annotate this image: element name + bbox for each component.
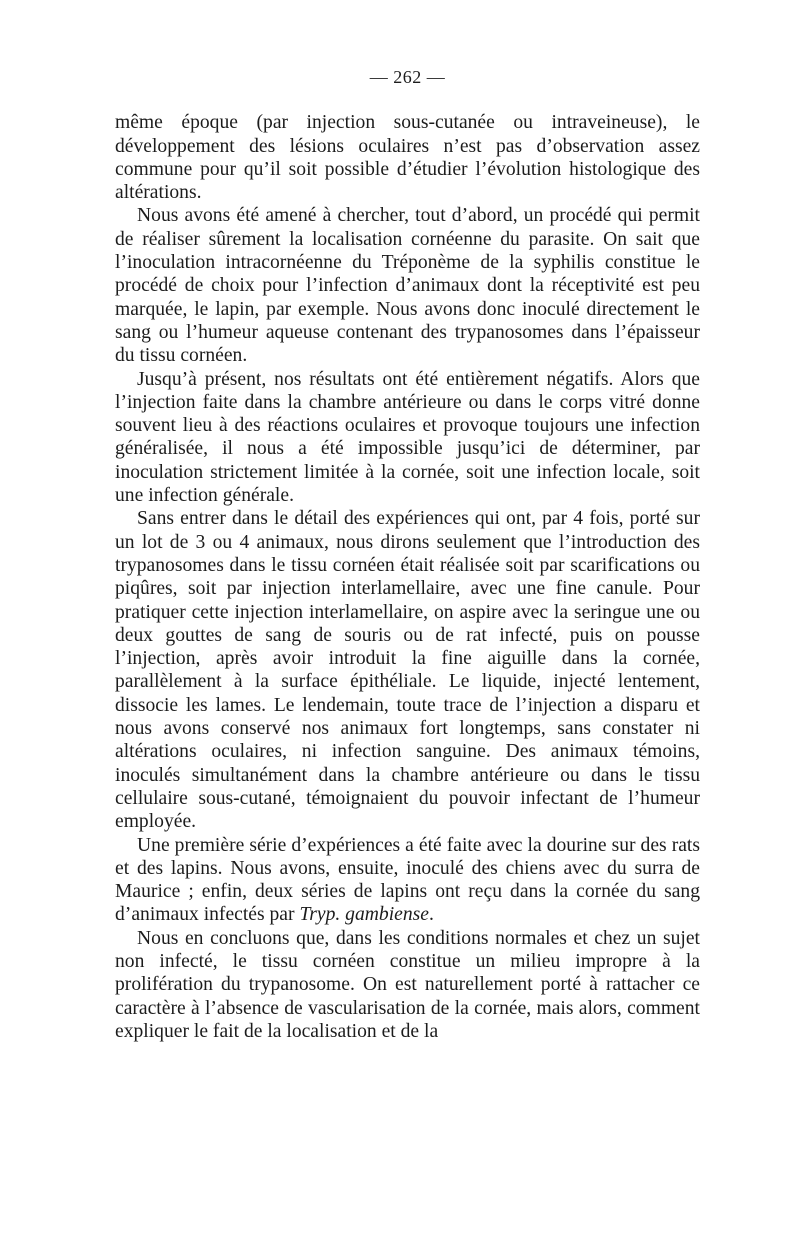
paragraph-5-end: . bbox=[428, 904, 434, 926]
paragraph-3: Jusqu’à présent, nos résultats ont été entièrement négatifs. Alors que l’injection faite dans la chambre antérieure ou dans le corps vitré donne souvent lieu à des réactions oculaires et provoque toujours une infection généralisée, il nous a été impossible jusqu’ici de déterminer, par inoculation strictement limitée à la cornée, soit une infection locale, soit une infection générale. bbox=[115, 368, 700, 507]
species-name: Tryp. gambiense bbox=[299, 904, 429, 926]
page-number: — 262 — bbox=[369, 67, 446, 87]
book-page bbox=[115, 66, 700, 1043]
paragraph-6: Nous en concluons que, dans les conditions normales et chez un sujet non infecté, le tissu cornéen constitue un milieu impropre à la prolifération du trypanosome. On est naturellement porté à rattacher ce caractère à l’absence de vascularisation de la cornée, mais alors, comment expliquer le fait de la localisation et de la bbox=[115, 927, 700, 1042]
paragraph-2: Nous avons été amené à chercher, tout d’abord, un procédé qui permit de réaliser sûrement la localisation cornéenne du parasite. On sait que l’inoculation intracornéenne du Tréponème de la syphilis constitue le procédé de choix pour l’infection d’animaux dont la réceptivité est peu marquée, le lapin, par exemple. Nous avons donc inoculé directement le sang ou l’humeur aqueuse contenant des trypanosomes dans l’épaisseur du tissu cornéen. bbox=[115, 205, 700, 367]
paragraph-5 bbox=[115, 834, 700, 927]
paragraph-5-text: Une première série d’expériences a été faite avec la dourine sur des rats et des lapins. Nous avons, ensuite, inoculé des chiens avec du surra de Maurice ; enfin, deux séries de lapins ont reçu dans la cornée du sang d’animaux infectés par bbox=[115, 834, 700, 926]
body-text bbox=[115, 111, 700, 1043]
paragraph-1: même époque (par injection sous-cutanée ou intraveineuse), le développement des lésions oculaires n’est pas d’observation assez commune pour qu’il soit possible d’étudier l’évolution histologique des altérations. bbox=[115, 112, 700, 204]
paragraph-4: Sans entrer dans le détail des expériences qui ont, par 4 fois, porté sur un lot de 3 ou 4 animaux, nous dirons seulement que l’introduction des trypanosomes dans le tissu cornéen était réalisée soit par scarifications ou piqûres, soit par injection interlamellaire, avec une fine canule. Pour pratiquer cette injection interlamellaire, on aspire avec la seringue une ou deux gouttes de sang de souris ou de rat infecté, puis on pousse l’injection, après avoir introduit la fine aiguille dans la cornée, parallèlement à la surface épithéliale. Le liquide, injecté lentement, dissocie les lames. Le lendemain, toute trace de l’injection a disparu et nous avons conservé nos animaux fort longtemps, sans constater ni altérations oculaires, ni infection sanguine. Des animaux témoins, inoculés simultanément dans la chambre antérieure ou dans le tissu cellulaire sous-cutané, témoignaient du pouvoir infectant de l’humeur employée. bbox=[115, 508, 700, 833]
